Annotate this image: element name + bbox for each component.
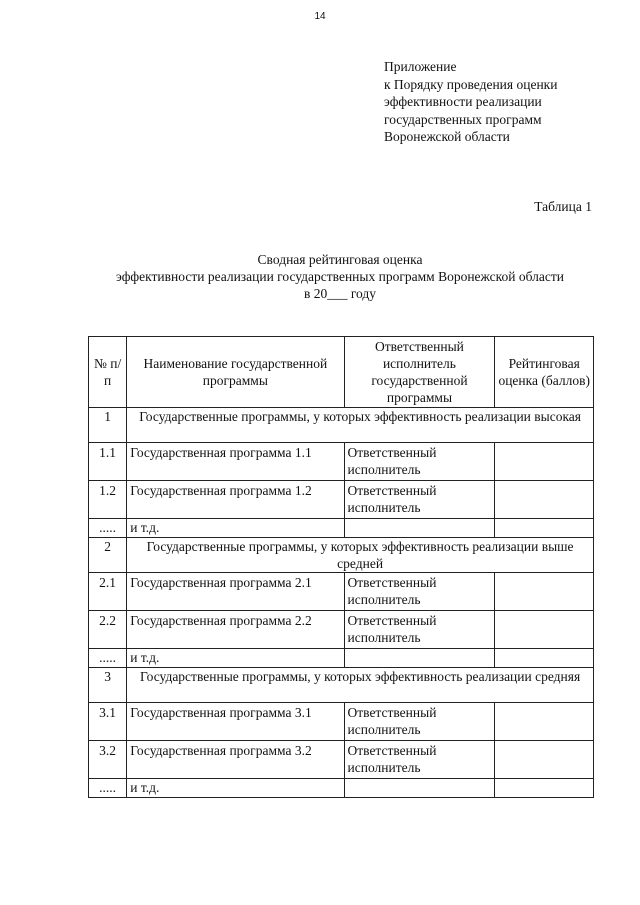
rating-table <box>88 336 594 798</box>
appendix-line: Воронежской области <box>384 129 510 144</box>
program-name: Государственная программа 3.2 <box>127 741 344 779</box>
etc-row <box>89 779 594 798</box>
executor-cell: Ответственный исполнитель <box>344 573 495 611</box>
etc-text: и т.д. <box>127 649 344 668</box>
rating-cell <box>495 741 594 779</box>
title-line-3: в 20___ году <box>303 286 377 301</box>
etc-number: ..... <box>89 779 127 798</box>
etc-rating <box>495 649 594 668</box>
row-number: 3.1 <box>89 703 127 741</box>
group-row <box>89 408 594 443</box>
executor-cell: Ответственный исполнитель <box>344 481 495 519</box>
table-body <box>89 408 594 798</box>
group-title: Государственные программы, у которых эффективность реализации выше средней <box>127 538 594 573</box>
program-name: Государственная программа 2.2 <box>127 611 344 649</box>
group-row <box>89 538 594 573</box>
executor-cell: Ответственный исполнитель <box>344 703 495 741</box>
etc-executor <box>344 519 495 538</box>
etc-number: ..... <box>89 519 127 538</box>
row-number: 3.2 <box>89 741 127 779</box>
rating-cell <box>495 611 594 649</box>
etc-row <box>89 649 594 668</box>
group-number: 3 <box>89 668 127 703</box>
appendix-line: к Порядку проведения оценки <box>384 76 558 92</box>
header-name: Наименование государственной программы <box>127 337 344 408</box>
table-header-row <box>89 337 594 408</box>
table-row <box>89 481 594 519</box>
header-rating: Рейтинговая оценка (баллов) <box>495 337 594 408</box>
rating-cell <box>495 443 594 481</box>
page-number: 14 <box>314 11 326 22</box>
executor-cell: Ответственный исполнитель <box>344 741 495 779</box>
group-number: 2 <box>89 538 127 573</box>
title-line-2: эффективности реализации государственных программ Воронежской области <box>116 269 564 284</box>
etc-number: ..... <box>89 649 127 668</box>
row-number: 2.2 <box>89 611 127 649</box>
table-row <box>89 741 594 779</box>
row-number: 1.1 <box>89 443 127 481</box>
header-executor: Ответственный исполнитель государственной программы <box>344 337 495 408</box>
executor-cell: Ответственный исполнитель <box>344 611 495 649</box>
etc-row <box>89 519 594 538</box>
program-name: Государственная программа 1.2 <box>127 481 344 519</box>
appendix-line: государственных программ <box>384 111 542 127</box>
group-title: Государственные программы, у которых эффективность реализации средняя <box>127 668 594 703</box>
header-num: № п/п <box>89 337 127 408</box>
row-number: 2.1 <box>89 573 127 611</box>
table-row <box>89 611 594 649</box>
etc-text: и т.д. <box>127 519 344 538</box>
title-line-1: Сводная рейтинговая оценка <box>257 252 423 267</box>
etc-rating <box>495 519 594 538</box>
document-title <box>0 251 640 302</box>
group-number: 1 <box>89 408 127 443</box>
table-row <box>89 443 594 481</box>
group-title: Государственные программы, у которых эффективность реализации высокая <box>127 408 594 443</box>
table-number: Таблица 1 <box>534 199 592 214</box>
executor-cell: Ответственный исполнитель <box>344 443 495 481</box>
appendix-block <box>384 58 557 146</box>
appendix-line: Приложение <box>384 59 457 74</box>
row-number: 1.2 <box>89 481 127 519</box>
etc-text: и т.д. <box>127 779 344 798</box>
group-row <box>89 668 594 703</box>
etc-rating <box>495 779 594 798</box>
rating-cell <box>495 703 594 741</box>
appendix-line: эффективности реализации <box>384 94 542 109</box>
program-name: Государственная программа 3.1 <box>127 703 344 741</box>
etc-executor <box>344 649 495 668</box>
table-row <box>89 573 594 611</box>
rating-cell <box>495 481 594 519</box>
rating-cell <box>495 573 594 611</box>
table-row <box>89 703 594 741</box>
etc-executor <box>344 779 495 798</box>
program-name: Государственная программа 1.1 <box>127 443 344 481</box>
program-name: Государственная программа 2.1 <box>127 573 344 611</box>
